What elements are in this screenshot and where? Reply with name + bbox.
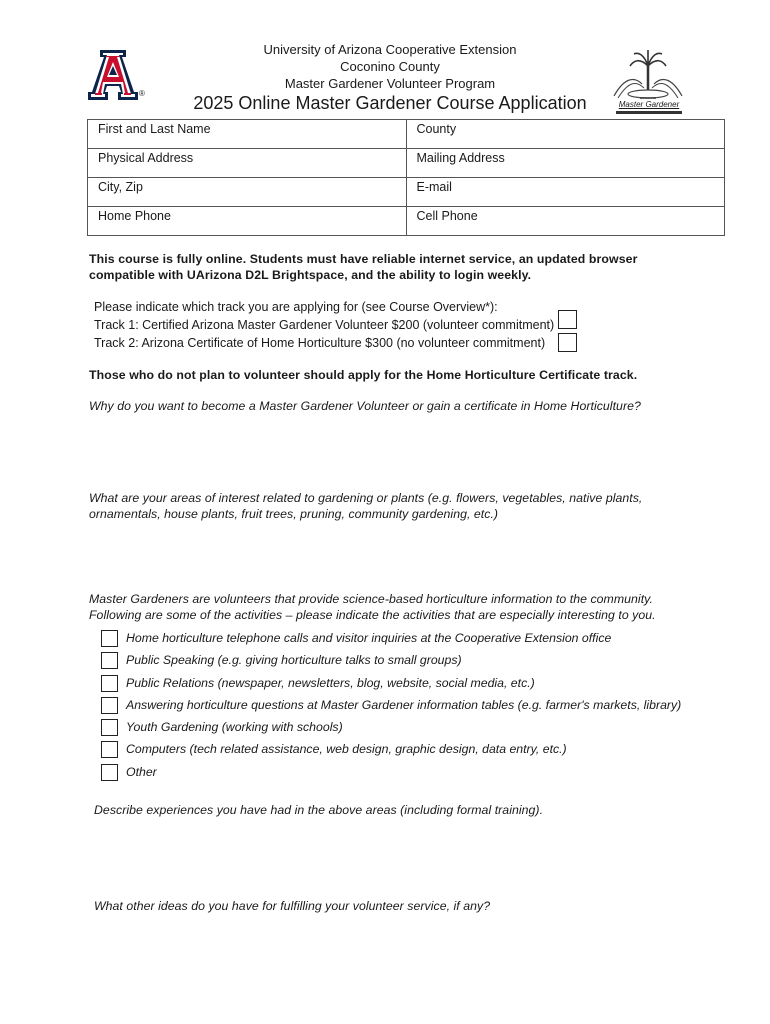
contact-info-table xyxy=(87,119,725,236)
table-row xyxy=(88,120,725,149)
email-field[interactable]: E-mail xyxy=(406,178,725,207)
page-title: 2025 Online Master Gardener Course Application xyxy=(193,93,587,113)
activity-label: Computers (tech related assistance, web design, graphic design, data entry, etc.) xyxy=(126,742,567,756)
mailing-address-field[interactable]: Mailing Address xyxy=(406,149,725,178)
activity-checkbox[interactable] xyxy=(101,630,118,647)
question-interests-line-2: ornamentals, house plants, fruit trees, pruning, community gardening, etc.) xyxy=(89,507,499,521)
online-notice-line-1: This course is fully online. Students must have reliable internet service, an updated browser xyxy=(89,252,638,266)
answer-interests-area[interactable] xyxy=(89,524,725,586)
table-row xyxy=(88,207,725,236)
answer-experience-area[interactable] xyxy=(89,820,725,890)
track-1-checkbox[interactable] xyxy=(558,310,577,329)
table-row xyxy=(88,149,725,178)
activity-checkbox[interactable] xyxy=(101,675,118,692)
physical-address-field[interactable]: Physical Address xyxy=(88,149,407,178)
track-2-label: Track 2: Arizona Certificate of Home Horticulture $300 (no volunteer commitment) xyxy=(94,336,546,350)
activity-label: Youth Gardening (working with schools) xyxy=(126,720,343,734)
activity-label: Other xyxy=(126,765,157,779)
header-line-2: Coconino County xyxy=(340,59,440,74)
table-row xyxy=(88,178,725,207)
city-zip-field[interactable]: City, Zip xyxy=(88,178,407,207)
question-interests-line-1: What are your areas of interest related to gardening or plants (e.g. flowers, vegetables, native plants, xyxy=(89,491,643,505)
activity-checkbox[interactable] xyxy=(101,697,118,714)
track-prompt: Please indicate which track you are applying for (see Course Overview*): xyxy=(94,300,498,314)
track-1-label: Track 1: Certified Arizona Master Gardener Volunteer $200 (volunteer commitment) xyxy=(94,318,555,332)
name-field[interactable]: First and Last Name xyxy=(88,120,407,149)
activity-checkbox[interactable] xyxy=(101,741,118,758)
track-2-checkbox[interactable] xyxy=(558,333,577,352)
activity-label: Home horticulture telephone calls and visitor inquiries at the Cooperative Extension office xyxy=(126,631,612,645)
header-line-3: Master Gardener Volunteer Program xyxy=(284,76,496,91)
master-gardener-text: Master Gardener xyxy=(618,100,680,109)
registered-mark: ® xyxy=(139,89,145,98)
activity-label: Public Speaking (e.g. giving horticulture talks to small groups) xyxy=(126,653,462,667)
online-notice-line-2: compatible with UArizona D2L Brightspace, and the ability to login weekly. xyxy=(89,268,532,282)
activity-checkbox[interactable] xyxy=(101,652,118,669)
answer-other-ideas-area[interactable] xyxy=(89,916,725,1006)
activities-intro-line-2: Following are some of the activities – please indicate the activities that are especially interesting to you. xyxy=(89,608,656,622)
county-field[interactable]: County xyxy=(406,120,725,149)
question-experience: Describe experiences you have had in the above areas (including formal training). xyxy=(94,803,544,817)
cell-phone-field[interactable]: Cell Phone xyxy=(406,207,725,236)
activity-checkbox[interactable] xyxy=(101,764,118,781)
question-why: Why do you want to become a Master Gardener Volunteer or gain a certificate in Home Horticulture? xyxy=(89,399,641,413)
activity-label: Public Relations (newspaper, newsletters, blog, website, social media, etc.) xyxy=(126,676,535,690)
activity-label: Answering horticulture questions at Master Gardener information tables (e.g. farmer's markets, library) xyxy=(126,698,682,712)
activity-checkbox[interactable] xyxy=(101,719,118,736)
answer-why-area[interactable] xyxy=(89,416,725,486)
home-phone-field[interactable]: Home Phone xyxy=(88,207,407,236)
activities-intro-line-1: Master Gardeners are volunteers that provide science-based horticulture information to the community. xyxy=(89,592,653,606)
volunteer-note: Those who do not plan to volunteer should apply for the Home Horticulture Certificate track. xyxy=(89,368,638,382)
question-other-ideas: What other ideas do you have for fulfilling your volunteer service, if any? xyxy=(94,899,491,913)
header-line-1: University of Arizona Cooperative Extension xyxy=(263,42,517,57)
